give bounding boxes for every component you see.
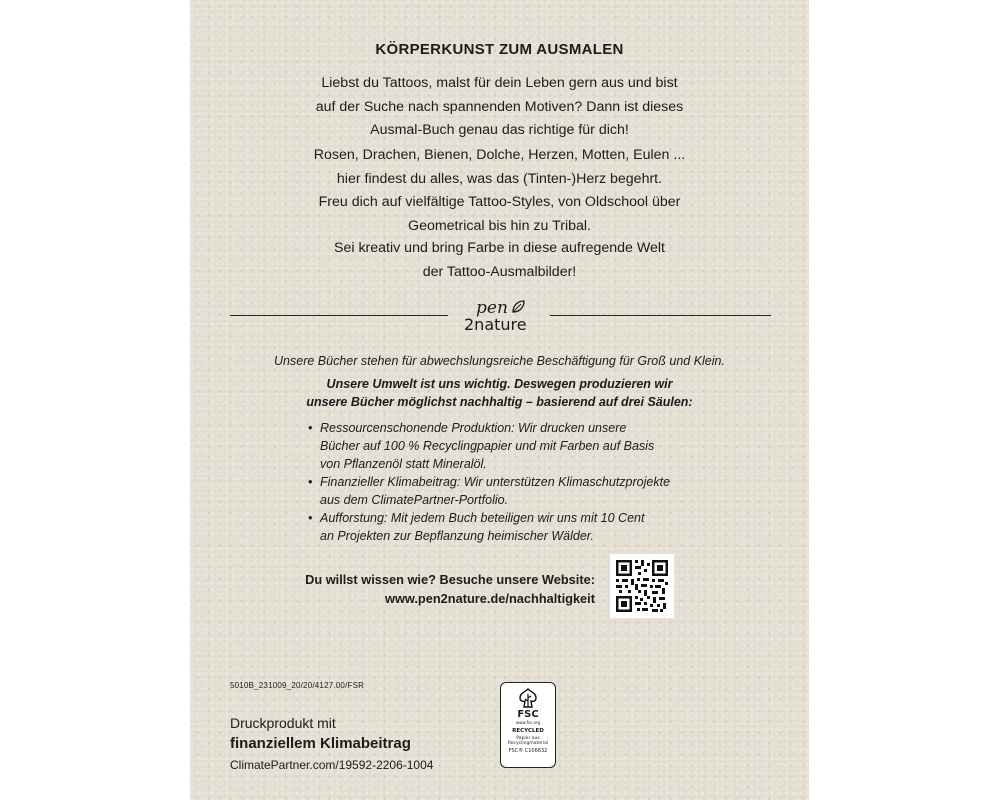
lead-line: Unsere Umwelt ist uns wichtig. Deswegen produzieren wir <box>326 377 673 391</box>
divider-right <box>550 315 771 316</box>
product-code: 5010B_231009_20/20/4127.00/FSR <box>230 681 365 690</box>
leaf-icon <box>513 301 524 312</box>
fsc-description <box>501 736 555 746</box>
fsc-name: FSC <box>517 709 539 720</box>
list-item-line: Ressourcenschonende Produktion: Wir drucken unsere <box>320 421 627 435</box>
climate-line-1: Druckprodukt mit <box>230 715 336 731</box>
sustainability-lead <box>190 375 809 411</box>
tagline: Unsere Bücher stehen für abwechslungsreiche Beschäftigung für Groß und Klein. <box>274 354 725 368</box>
climate-line-2: finanziellem Klimabeitrag <box>230 735 411 752</box>
list-item-line: Finanzieller Klimabeitrag: Wir unterstützen Klimaschutzprojekte <box>320 475 671 489</box>
list-item-line: an Projekten zur Bepflanzung heimischer Wälder. <box>320 529 594 543</box>
logo-text-pen: pen <box>476 298 508 318</box>
fsc-desc-line: Recyclingmaterial <box>507 741 549 746</box>
website-url[interactable]: www.pen2nature.de/nachhaltigkeit <box>384 591 595 606</box>
list-item <box>308 419 670 473</box>
fsc-url: www.fsc.org <box>515 720 541 725</box>
list-item-line: Bücher auf 100 % Recyclingpapier und mit Farben auf Basis <box>320 439 655 453</box>
intro-line: auf der Suche nach spannenden Motiven? Dann ist dieses <box>315 98 684 115</box>
fsc-recycled-label: RECYCLED <box>512 728 544 734</box>
logo-text-2nature: 2nature <box>464 315 527 334</box>
website-block <box>305 570 595 608</box>
lead-line: unsere Bücher möglichst nachhaltig – basierend auf drei Säulen: <box>306 395 693 409</box>
intro-line: der Tattoo-Ausmalbilder! <box>422 263 577 280</box>
intro-line: Rosen, Drachen, Bienen, Dolche, Herzen, Motten, Eulen ... <box>313 147 686 163</box>
intro-paragraph-1 <box>190 72 809 143</box>
book-back-cover <box>190 0 809 800</box>
fsc-license: FSC® C106632 <box>508 748 548 754</box>
website-prompt: Du willst wissen wie? Besuche unsere Website: <box>305 572 595 587</box>
qr-code-icon[interactable] <box>610 554 674 618</box>
intro-paragraph-3 <box>190 237 809 284</box>
climate-partner-url: ClimatePartner.com/19592-2206-1004 <box>230 758 434 772</box>
fsc-tree-icon <box>517 688 539 708</box>
intro-line: Geometrical bis hin zu Tribal. <box>408 217 591 234</box>
intro-line: Liebst du Tattoos, malst für dein Leben gern aus und bist <box>321 75 678 91</box>
list-item <box>308 509 670 545</box>
intro-line: Freu dich auf vielfältige Tattoo-Styles, von Oldschool über <box>318 194 681 210</box>
list-item-line: von Pflanzenöl statt Mineralöl. <box>320 457 487 471</box>
bullet-dot: • <box>308 475 313 489</box>
divider-left <box>230 315 448 316</box>
bullet-dot: • <box>308 421 313 435</box>
fsc-label <box>500 682 556 768</box>
cover-title: KÖRPERKUNST ZUM AUSMALEN <box>375 41 624 58</box>
climate-partner-block <box>230 714 433 775</box>
intro-line: Ausmal-Buch genau das richtige für dich! <box>370 122 629 138</box>
bullet-dot: • <box>308 511 313 525</box>
intro-line: Sei kreativ und bring Farbe in diese aufregende Welt <box>334 240 665 256</box>
pen2nature-logo <box>456 296 548 336</box>
pillars-list <box>308 419 670 545</box>
intro-paragraph-2 <box>190 144 809 238</box>
list-item-line: aus dem ClimatePartner-Portfolio. <box>320 493 509 507</box>
intro-line: hier findest du alles, was das (Tinten-)Herz begehrt. <box>336 170 663 187</box>
list-item <box>308 473 670 509</box>
list-item-line: Aufforstung: Mit jedem Buch beteiligen wir uns mit 10 Cent <box>320 511 645 525</box>
fsc-desc-line: Papier aus <box>516 736 540 741</box>
